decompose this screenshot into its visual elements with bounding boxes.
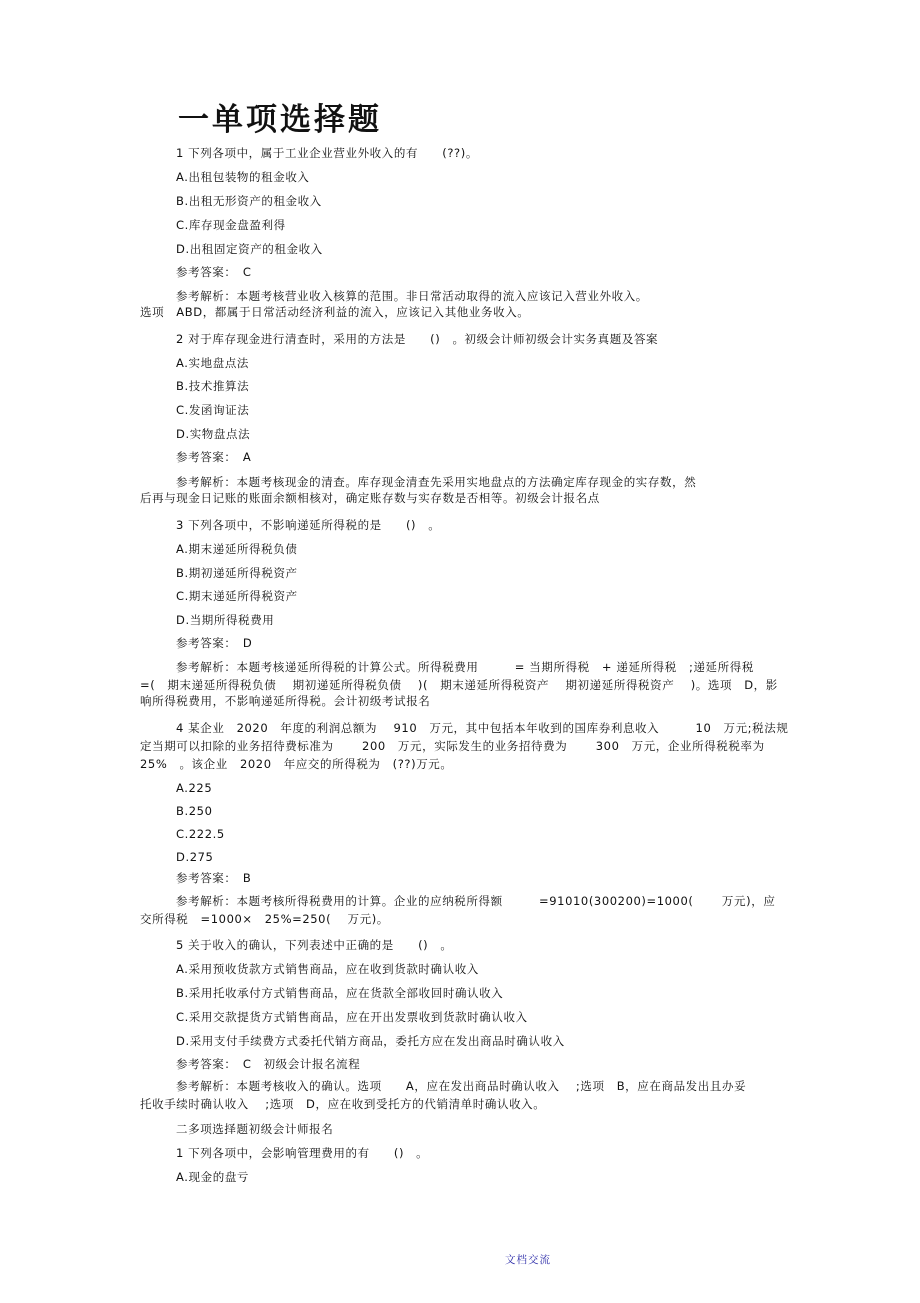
explanation: 后再与现金日记账的账面余额相核对，确定账存数与实存数是否相等。初级会计报名点 — [140, 491, 600, 505]
explanation: 参考解析：本题考核收入的确认。选项 A，应在发出商品时确认收入 ;选项 B，应在商品发出且办妥 — [176, 1079, 747, 1093]
option: D.实物盘点法 — [176, 427, 251, 441]
option: A.出租包装物的租金收入 — [176, 170, 310, 184]
option: A.现金的盘亏 — [176, 1170, 250, 1184]
option: C.发函询证法 — [176, 403, 250, 417]
explanation: 响所得税费用，不影响递延所得税。会计初级考试报名 — [140, 694, 431, 708]
explanation: =( 期末递延所得税负债 期初递延所得税负债 )( 期末递延所得税资产 期初递延所得税资产 )。选项 D，影 — [140, 678, 778, 692]
question-stem: 4 某企业 2020 年度的利润总额为 910 万元，其中包括本年收到的国库券利息收入 10 万元;税法规 — [176, 721, 789, 735]
option: C.库存现金盘盈利得 — [176, 218, 286, 232]
section-heading: 一单项选择题 — [178, 102, 382, 138]
answer: 参考答案： C — [176, 265, 252, 279]
option: B.技术推算法 — [176, 379, 250, 393]
explanation: 参考解析：本题考核递延所得税的计算公式。所得税费用 = 当期所得税 + 递延所得税 ;递延所得税 — [176, 660, 754, 674]
explanation: 参考解析：本题考核所得税费用的计算。企业的应纳税所得额 =91010(300200)=1000( 万元)，应 — [176, 894, 776, 908]
answer: 参考答案： B — [176, 871, 252, 885]
question-stem: 定当期可以扣除的业务招待费标准为 200 万元，实际发生的业务招待费为 300 万元，企业所得税税率为 — [140, 739, 765, 753]
option: A.225 — [176, 781, 213, 795]
answer: 参考答案： C 初级会计报名流程 — [176, 1057, 361, 1071]
option: D.采用支付手续费方式委托代销方商品，委托方应在发出商品时确认收入 — [176, 1034, 565, 1048]
option: B.期初递延所得税资产 — [176, 566, 298, 580]
question-stem: 5 关于收入的确认，下列表述中正确的是 () 。 — [176, 938, 453, 952]
page-footer: 文档交流 — [505, 1254, 551, 1266]
option: C.期末递延所得税资产 — [176, 589, 298, 603]
answer: 参考答案： A — [176, 450, 252, 464]
explanation: 托收手续时确认收入 ;选项 D，应在收到受托方的代销清单时确认收入。 — [140, 1097, 546, 1111]
option: D.出租固定资产的租金收入 — [176, 242, 323, 256]
option: A.采用预收货款方式销售商品，应在收到货款时确认收入 — [176, 962, 479, 976]
question-stem: 25% 。该企业 2020 年应交的所得税为 (??)万元。 — [140, 757, 453, 771]
option: B.250 — [176, 804, 213, 818]
explanation: 参考解析：本题考核现金的清查。库存现金清查先采用实地盘点的方法确定库存现金的实存数，然 — [176, 475, 697, 489]
section-subheading: 二多项选择题初级会计师报名 — [176, 1122, 334, 1136]
option: C.采用交款提货方式销售商品，应在开出发票收到货款时确认收入 — [176, 1010, 528, 1024]
answer: 参考答案： D — [176, 636, 253, 650]
question-stem: 1 下列各项中，会影响管理费用的有 () 。 — [176, 1146, 429, 1160]
option: D.275 — [176, 850, 214, 864]
option: A.期末递延所得税负债 — [176, 542, 298, 556]
explanation: 选项 ABD，都属于日常活动经济利益的流入，应该记入其他业务收入。 — [140, 305, 530, 319]
option: B.出租无形资产的租金收入 — [176, 194, 322, 208]
question-stem: 3 下列各项中，不影响递延所得税的是 () 。 — [176, 518, 441, 532]
option: A.实地盘点法 — [176, 356, 250, 370]
option: B.采用托收承付方式销售商品，应在货款全部收回时确认收入 — [176, 986, 504, 1000]
explanation: 参考解析：本题考核营业收入核算的范围。非日常活动取得的流入应该记入营业外收入。 — [176, 289, 648, 303]
question-stem: 2 对于库存现金进行清查时，采用的方法是 () 。初级会计师初级会计实务真题及答案 — [176, 332, 659, 346]
question-stem: 1 下列各项中，属于工业企业营业外收入的有 (??)。 — [176, 146, 478, 160]
option: C.222.5 — [176, 827, 225, 841]
option: D.当期所得税费用 — [176, 613, 275, 627]
explanation: 交所得税 =1000× 25%=250( 万元)。 — [140, 912, 389, 926]
